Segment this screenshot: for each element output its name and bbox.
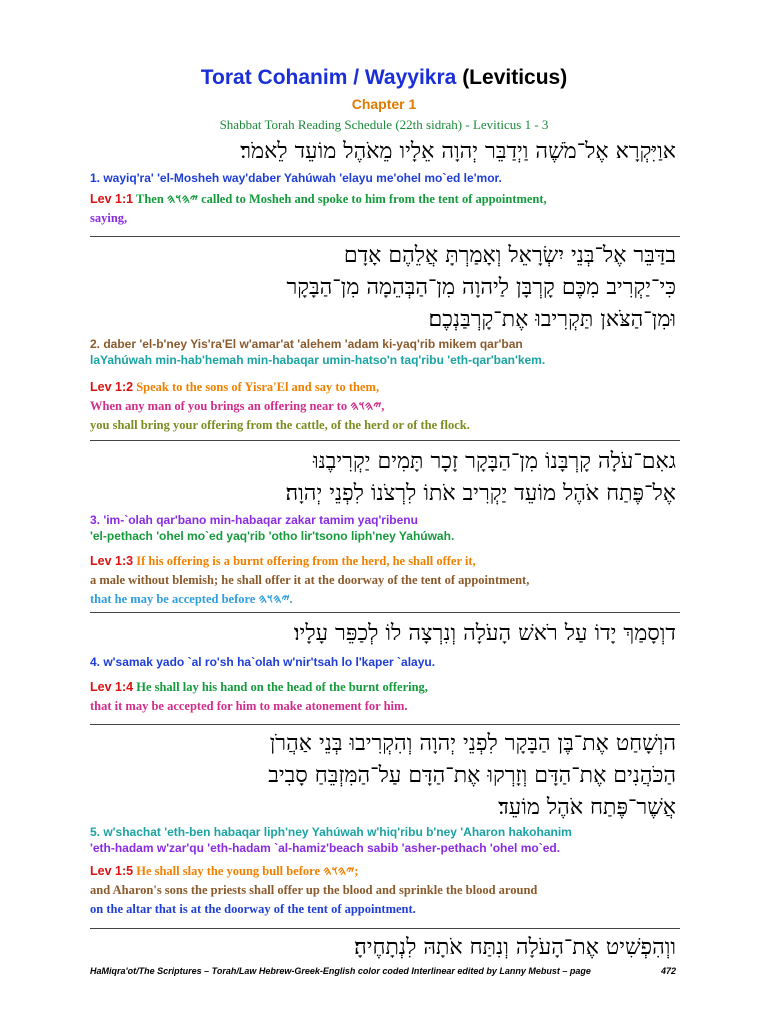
english-line: Speak to the sons of Yisra'El and say to them,	[136, 380, 380, 394]
english-line: that he may be accepted before 𐤉𐤄𐤅𐤄.	[90, 592, 293, 606]
english-line: a male without blemish; he shall offer it at the doorway of the tent of appointment,	[90, 573, 530, 587]
hebrew-line: כִּי־יַקְרִיב מִכֶּם קָרְבָּן לַיהוָה מִן־הַבְּהֵמָה מִן־הַבָּקָר	[286, 275, 676, 300]
verse-english	[90, 678, 690, 716]
verse-english	[90, 190, 690, 228]
transliteration-line: 1. wayiq'ra' 'el-Mosheh way'daber Yahúwah 'elayu me'ohel mo`ed le'mor.	[90, 171, 502, 185]
divider	[90, 236, 680, 237]
hebrew-line: ווְהִפְשִׁיט אֶת־הָעֹלָה וְנִתַּח אֹתָהּ לִנְתָחֶיהָ׃	[354, 935, 676, 960]
page-footer	[90, 966, 690, 976]
verse-english	[90, 378, 690, 435]
title-sub: (Leviticus)	[462, 66, 568, 89]
hebrew-line: אוַיִּקְרָא אֶל־מֹשֶׁה וַיְדַבֵּר יְהוָה אֵלָיו מֵאֹהֶל מוֹעֵד לֵאמֹר׃	[240, 139, 676, 164]
reading-schedule: Shabbat Torah Reading Schedule (22th sidrah) - Leviticus 1 - 3	[219, 117, 549, 132]
hebrew-line: הַכֹּהֲנִים אֶת־הַדָּם וְזָרְקוּ אֶת־הַדָּם עַל־הַמִּזְבֵּחַ סָבִיב	[268, 763, 676, 788]
hebrew-line: דוְסָמַךְ יָדוֹ עַל רֹאשׁ הָעֹלָה וְנִרְצָה לוֹ לְכַפֵּר עָלָיו׃	[293, 621, 676, 646]
transliteration-line: 5. w'shachat 'eth-ben habaqar liph'ney Yahúwah w'hiq'ribu b'ney 'Aharon hakohanim	[90, 825, 572, 839]
english-line: and Aharon's sons the priests shall offer up the blood and sprinkle the blood around	[90, 883, 538, 897]
footer-text: HaMiqra'ot/The Scriptures – Torah/Law Hebrew-Greek-English color coded Interlinear edited by Lanny Mebust – page	[90, 966, 591, 976]
transliteration-line: 'eth-hadam w'zar'qu 'eth-hadam `al-hamiz'beach sabib 'asher-pethach 'ohel mo`ed.	[90, 841, 561, 855]
verse-reference: Lev 1:4	[90, 680, 134, 694]
verse-reference: Lev 1:3	[90, 554, 134, 568]
divider	[90, 928, 680, 929]
english-line: If his offering is a burnt offering from the herd, he shall offer it,	[136, 554, 476, 568]
english-line: He shall lay his hand on the head of the burnt offering,	[136, 680, 428, 694]
hebrew-line: אֲשֶׁר־פֶּתַח אֹהֶל מוֹעֵד׃	[498, 795, 676, 820]
english-line: saying,	[90, 211, 128, 225]
transliteration-line: 'el-pethach 'ohel mo`ed yaq'rib 'otho lir'tsono liph'ney Yahúwah.	[90, 529, 455, 543]
divider	[90, 612, 680, 613]
verse-reference: Lev 1:2	[90, 380, 134, 394]
page-number: 472	[660, 966, 676, 976]
hebrew-line: הוְשָׁחַט אֶת־בֶּן הַבָּקָר לִפְנֵי יְהוָה וְהִקְרִיבוּ בְּנֵי אַהֲרֹן	[269, 731, 676, 756]
page-title	[0, 66, 768, 90]
english-line: When any man of you brings an offering near to 𐤉𐤄𐤅𐤄,	[90, 399, 385, 413]
english-line: that it may be accepted for him to make atonement for him.	[90, 699, 408, 713]
english-line: you shall bring your offering from the cattle, of the herd or of the flock.	[90, 418, 470, 432]
divider	[90, 724, 680, 725]
verse-reference: Lev 1:5	[90, 864, 134, 878]
chapter-heading: Chapter 1	[351, 96, 417, 112]
divider	[90, 440, 680, 441]
hebrew-line: גאִם־עֹלָה קָרְבָּנוֹ מִן־הַבָּקָר זָכָר תָּמִים יַקְרִיבֶנּוּ	[313, 449, 676, 474]
english-line: Then 𐤉𐤄𐤅𐤄 called to Mosheh and spoke to him from the tent of appointment,	[136, 192, 547, 206]
hebrew-line: וּמִן־הַצֹּאן תַּקְרִיבוּ אֶת־קָרְבַּנְכֶם׃	[428, 307, 676, 332]
transliteration-line: laYahúwah min-hab'hemah min-habaqar umin-hatso'n taq'ribu 'eth-qar'ban'kem.	[90, 353, 546, 367]
english-line: on the altar that is at the doorway of the tent of appointment.	[90, 902, 416, 916]
verse-english	[90, 862, 690, 919]
english-line: He shall slay the young bull before 𐤉𐤄𐤅𐤄;	[136, 864, 359, 878]
verse-reference: Lev 1:1	[90, 192, 134, 206]
verse-english	[90, 552, 690, 609]
hebrew-line: אֶל־פֶּתַח אֹהֶל מוֹעֵד יַקְרִיב אֹתוֹ לִרְצֹנוֹ לִפְנֵי יְהוָה׃	[285, 481, 676, 506]
transliteration-line: 4. w'samak yado `al ro'sh ha`olah w'nir'tsah lo l'kaper `alayu.	[90, 655, 436, 669]
transliteration-line: 3. 'im-`olah qar'bano min-habaqar zakar tamim yaq'ribenu	[90, 513, 418, 527]
transliteration-line: 2. daber 'el-b'ney Yis'ra'El w'amar'at 'alehem 'adam ki-yaq'rib mikem qar'ban	[90, 337, 523, 351]
hebrew-line: בדַּבֵּר אֶל־בְּנֵי יִשְׂרָאֵל וְאָמַרְתָּ אֲלֵהֶם אָדָם	[343, 243, 676, 268]
title-main: Torat Cohanim / Wayyikra	[200, 66, 457, 89]
